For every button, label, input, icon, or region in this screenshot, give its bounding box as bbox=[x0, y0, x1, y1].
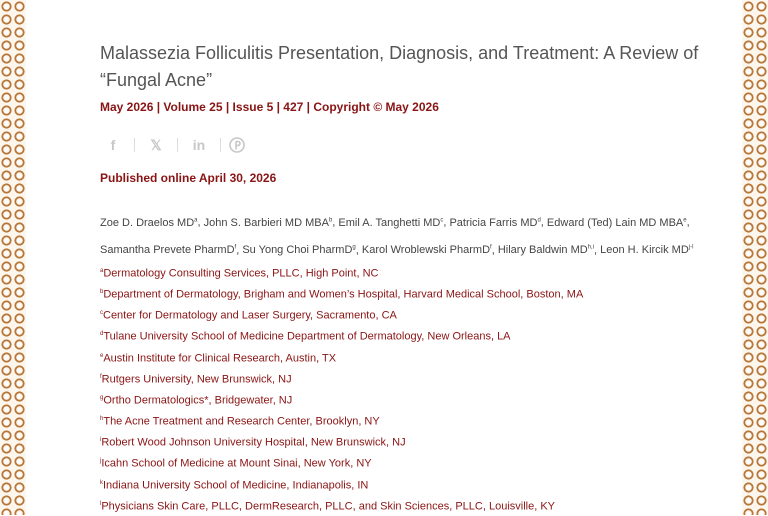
affiliation-marker: e bbox=[100, 352, 104, 359]
share-divider bbox=[220, 138, 221, 152]
author-name: Hilary Baldwin MD$^{h,i}$ bbox=[497, 244, 595, 257]
author-name: Emil A. Tanghetti $MD^c$ bbox=[338, 216, 444, 229]
author-name: Samantha Prevete PharmD$^f$ bbox=[100, 244, 237, 257]
author-name: Edward (Ted) Lain MD MBA$^e$ bbox=[546, 216, 687, 229]
affiliation-marker: h bbox=[100, 416, 104, 423]
affiliation-text: Department of Dermatology, Brigham and Women’s Hospital, Harvard Medical School, Boston, MA bbox=[103, 288, 584, 301]
published-date: Published online April 30, 2026 bbox=[100, 171, 277, 185]
author-affiliation-marker: j-l bbox=[688, 244, 694, 251]
author-name: Su Yong Choi PharmD$^g$ bbox=[242, 244, 356, 257]
affiliation-text: Center for Dermatology and Laser Surgery, Sacramento, CA bbox=[103, 309, 397, 322]
author-affiliation-marker: d bbox=[537, 217, 541, 223]
affiliation-text: Austin Institute for Clinical Research, Austin, TX bbox=[103, 352, 337, 365]
affiliation-text: Icahn School of Medicine at Mount Sinai, New York, NY bbox=[101, 458, 372, 471]
affiliation-marker: i bbox=[100, 437, 102, 444]
affiliation-list bbox=[100, 262, 583, 516]
affiliation-marker: g bbox=[100, 394, 104, 401]
affiliation-text: Tulane University School of Medicine Department of Dermatology, New Orleans, LA bbox=[103, 331, 511, 344]
author-list: Zoe D. Draelos $MD^a$, John S. Barbieri MD MBA$^b$, Emil A. Tanghetti $MD^c$, Patricia Farris $MD^d$, Edward (Ted) Lain MD MBA$^e$, Samantha Prevete PharmD$^f$, Su Yong Choi PharmD$^g$, Karol Wroblewski PharmD$^f$, Hilary Baldwin MD$^{h,i}$, Leon H. Kircik MD$^{j-l}$ bbox=[100, 216, 694, 257]
affiliation-item bbox=[100, 495, 583, 516]
decorative-border-right bbox=[742, 0, 768, 515]
author-name: Zoe D. Draelos $MD^a$ bbox=[100, 216, 198, 229]
author-affiliation-marker: h,i bbox=[587, 244, 595, 251]
affiliation-text: Dermatology Consulting Services, PLLC, High Point, NC bbox=[103, 267, 379, 280]
linkedin-icon[interactable]: in bbox=[192, 137, 206, 153]
share-bar bbox=[100, 135, 255, 155]
author-affiliation-marker: e bbox=[683, 217, 687, 223]
affiliation-text: Ortho Dermatologics*, Bridgewater, NJ bbox=[103, 394, 293, 407]
affiliation-item bbox=[100, 304, 583, 325]
share-divider bbox=[177, 138, 178, 152]
affiliation-item bbox=[100, 347, 583, 368]
affiliation-marker: a bbox=[100, 268, 104, 274]
x-icon[interactable]: 𝕏 bbox=[150, 136, 162, 153]
affiliation-marker: c bbox=[100, 310, 103, 317]
affiliation-marker: d bbox=[100, 331, 104, 338]
affiliation-item bbox=[100, 452, 583, 473]
decorative-border-left bbox=[0, 0, 26, 515]
affiliation-item bbox=[100, 474, 583, 495]
share-divider bbox=[134, 138, 135, 152]
affiliation-marker: b bbox=[100, 289, 104, 296]
affiliation-text: Rutgers University, New Brunswick, NJ bbox=[101, 373, 292, 386]
author-affiliation-marker: c bbox=[440, 217, 444, 223]
author-name: John S. Barbieri MD MBA$^b$ bbox=[203, 216, 333, 229]
affiliation-item bbox=[100, 262, 583, 283]
author-name: Leon H. Kircik MD$^{j-l}$ bbox=[600, 244, 694, 257]
affiliation-text: Indiana University School of Medicine, Indianapolis, IN bbox=[103, 479, 369, 492]
author-affiliation-marker: f bbox=[234, 244, 237, 251]
affiliation-item bbox=[100, 389, 583, 410]
affiliation-marker: f bbox=[100, 373, 102, 380]
author-affiliation-marker: g bbox=[352, 244, 356, 251]
pinterest-icon[interactable] bbox=[229, 137, 255, 153]
affiliation-marker: k bbox=[100, 479, 103, 486]
facebook-icon[interactable]: f bbox=[110, 137, 116, 153]
affiliation-item bbox=[100, 283, 583, 304]
affiliation-marker: j bbox=[100, 458, 102, 465]
affiliation-marker: l bbox=[100, 500, 102, 507]
author-affiliation-marker: a bbox=[194, 217, 198, 223]
affiliation-item bbox=[100, 410, 583, 431]
author-affiliation-marker: b bbox=[328, 217, 333, 223]
author-affiliation-marker: f bbox=[490, 244, 492, 251]
affiliation-item bbox=[100, 431, 583, 452]
affiliation-item bbox=[100, 368, 583, 389]
author-name: Patricia Farris $MD^d$ bbox=[449, 216, 541, 229]
affiliation-text: The Acne Treatment and Research Center, Brooklyn, NY bbox=[103, 415, 380, 428]
article-title: Malassezia Folliculitis Presentation, Diagnosis, and Treatment: A Review of “Fungal Acne” bbox=[100, 43, 699, 90]
author-name: Karol Wroblewski PharmD$^f$ bbox=[361, 244, 492, 257]
affiliation-text: Robert Wood Johnson University Hospital, New Brunswick, NJ bbox=[101, 436, 406, 449]
affiliation-item bbox=[100, 325, 583, 346]
affiliation-text: Physicians Skin Care, PLLC, DermResearch, PLLC, and Skin Sciences, PLLC, Louisville, KY bbox=[101, 500, 555, 513]
issue-meta: May 2026 | Volume 25 | Issue 5 | 427 | Copyright © May 2026 bbox=[100, 100, 439, 114]
